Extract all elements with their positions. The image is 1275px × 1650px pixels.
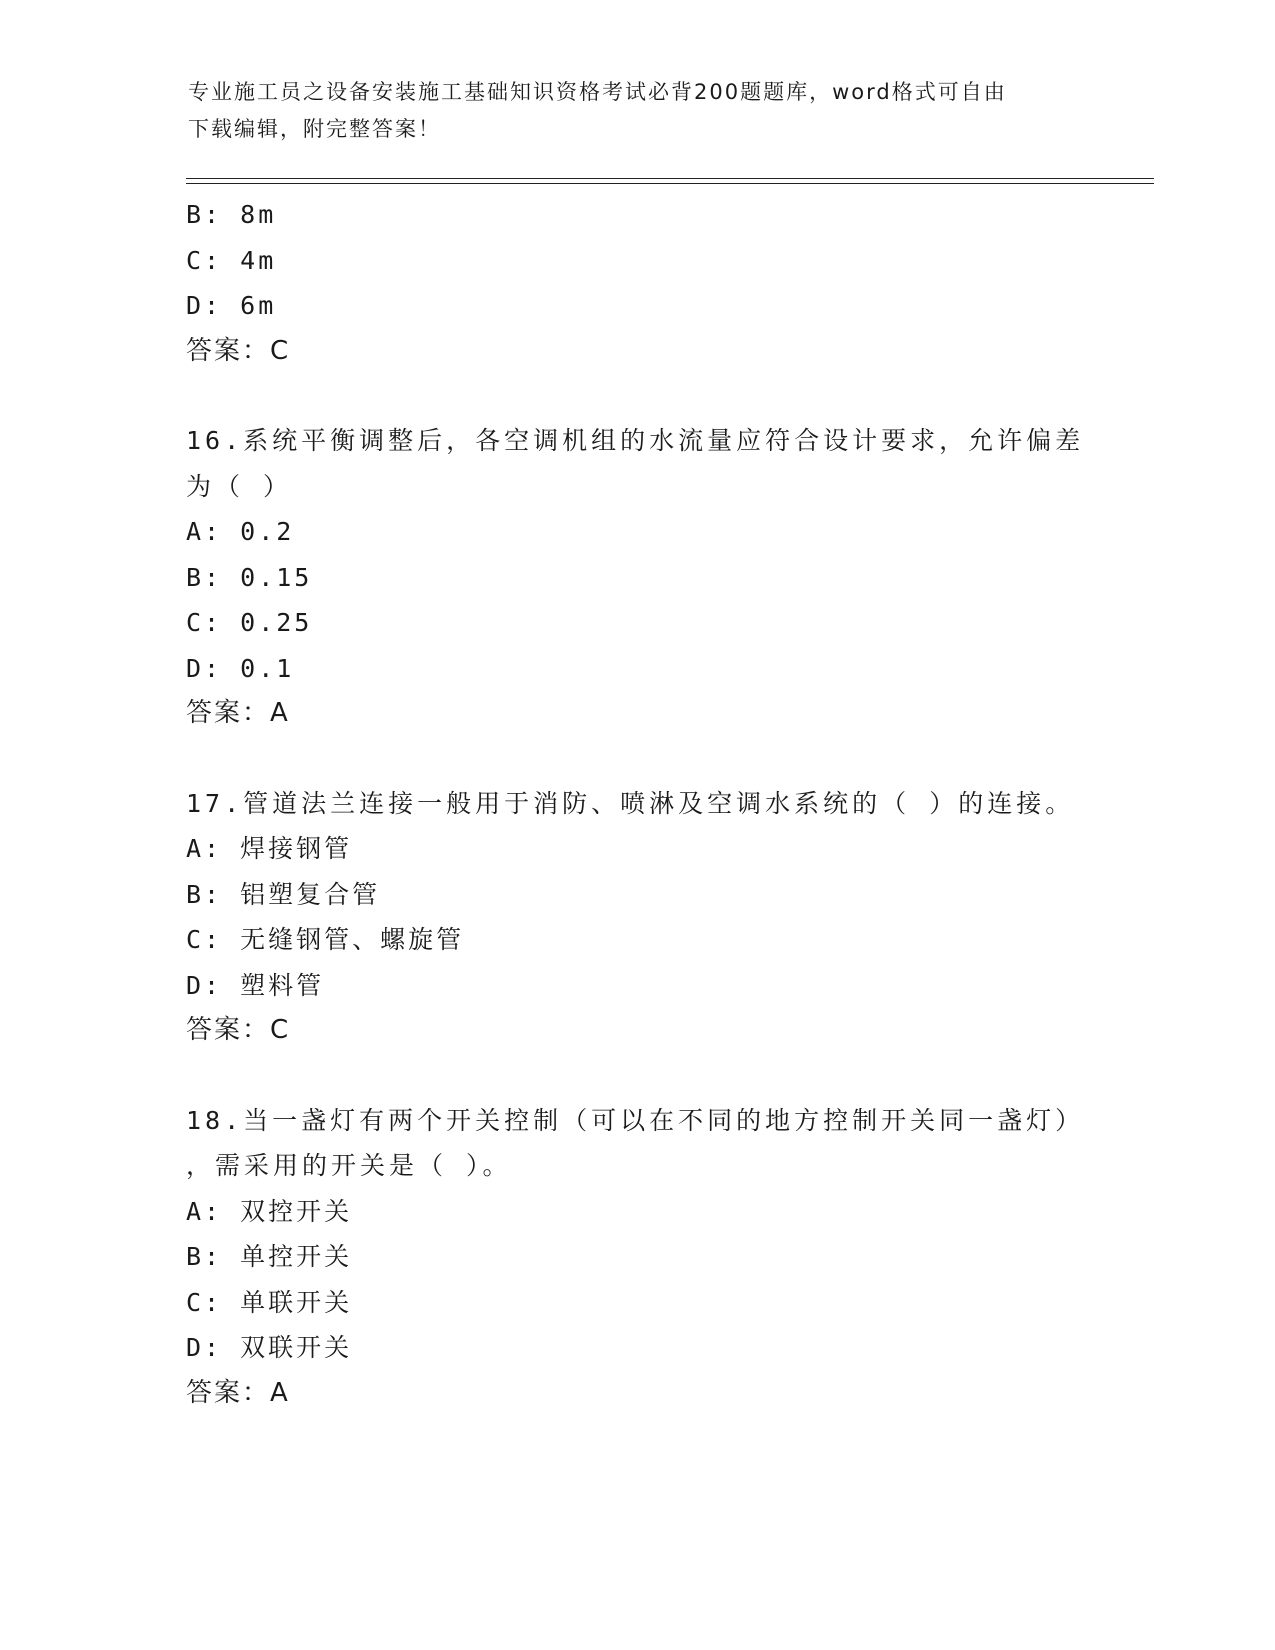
q16-answer: 答案：A bbox=[186, 698, 290, 728]
q15-option-c: C: 4m bbox=[186, 245, 277, 275]
header-divider-top bbox=[186, 178, 1154, 179]
q17-answer: 答案：C bbox=[186, 1015, 291, 1045]
q18-stem-line-1: 18.当一盏灯有两个开关控制（可以在不同的地方控制开关同一盏灯） bbox=[186, 1105, 1085, 1135]
q17-option-a: A: 焊接钢管 bbox=[186, 834, 353, 863]
q15-option-b: B: 8m bbox=[186, 200, 277, 229]
question-spacer bbox=[186, 374, 1086, 418]
q18-option-c: C: 单联开关 bbox=[186, 1287, 353, 1317]
q15-option-d: D: 6m bbox=[186, 291, 277, 320]
q16-stem-line-2: 为（ ） bbox=[186, 471, 293, 501]
question-18 bbox=[186, 1098, 1086, 1417]
q17-option-d: D: 塑料管 bbox=[186, 970, 325, 1000]
q15-answer: 答案：C bbox=[186, 335, 291, 366]
question-15 bbox=[186, 192, 1086, 374]
q18-option-d: D: 双联开关 bbox=[186, 1333, 353, 1362]
question-16 bbox=[186, 418, 1086, 737]
q16-option-d: D: 0.1 bbox=[186, 653, 295, 683]
document-header bbox=[188, 74, 1068, 148]
q16-option-a: A: 0.2 bbox=[186, 517, 295, 546]
header-title-line-2: 下载编辑，附完整答案！ bbox=[188, 117, 441, 141]
header-title-line-1: 专业施工员之设备安装施工基础知识资格考试必背200题题库，word格式可自由 bbox=[188, 80, 1007, 104]
q18-answer: 答案：A bbox=[186, 1377, 290, 1408]
q17-option-b: B: 铝塑复合管 bbox=[186, 879, 381, 909]
question-list bbox=[186, 192, 1086, 1416]
q17-option-c: C: 无缝钢管、螺旋管 bbox=[186, 925, 465, 954]
q18-option-b: B: 单控开关 bbox=[186, 1242, 353, 1271]
q18-stem-line-2: ，需采用的开关是（ ）。 bbox=[186, 1151, 512, 1180]
q16-option-b: B: 0.15 bbox=[186, 562, 313, 592]
q17-stem-line-1: 17.管道法兰连接一般用于消防、喷淋及空调水系统的（ ）的连接。 bbox=[186, 788, 1075, 818]
question-spacer bbox=[186, 1054, 1086, 1098]
header-divider-bottom bbox=[186, 183, 1154, 184]
q16-option-c: C: 0.25 bbox=[186, 608, 313, 637]
question-spacer bbox=[186, 737, 1086, 781]
q16-stem-line-1: 16.系统平衡调整后，各空调机组的水流量应符合设计要求，允许偏差 bbox=[186, 426, 1085, 455]
question-17 bbox=[186, 781, 1086, 1054]
q18-option-a: A: 双控开关 bbox=[186, 1196, 353, 1226]
